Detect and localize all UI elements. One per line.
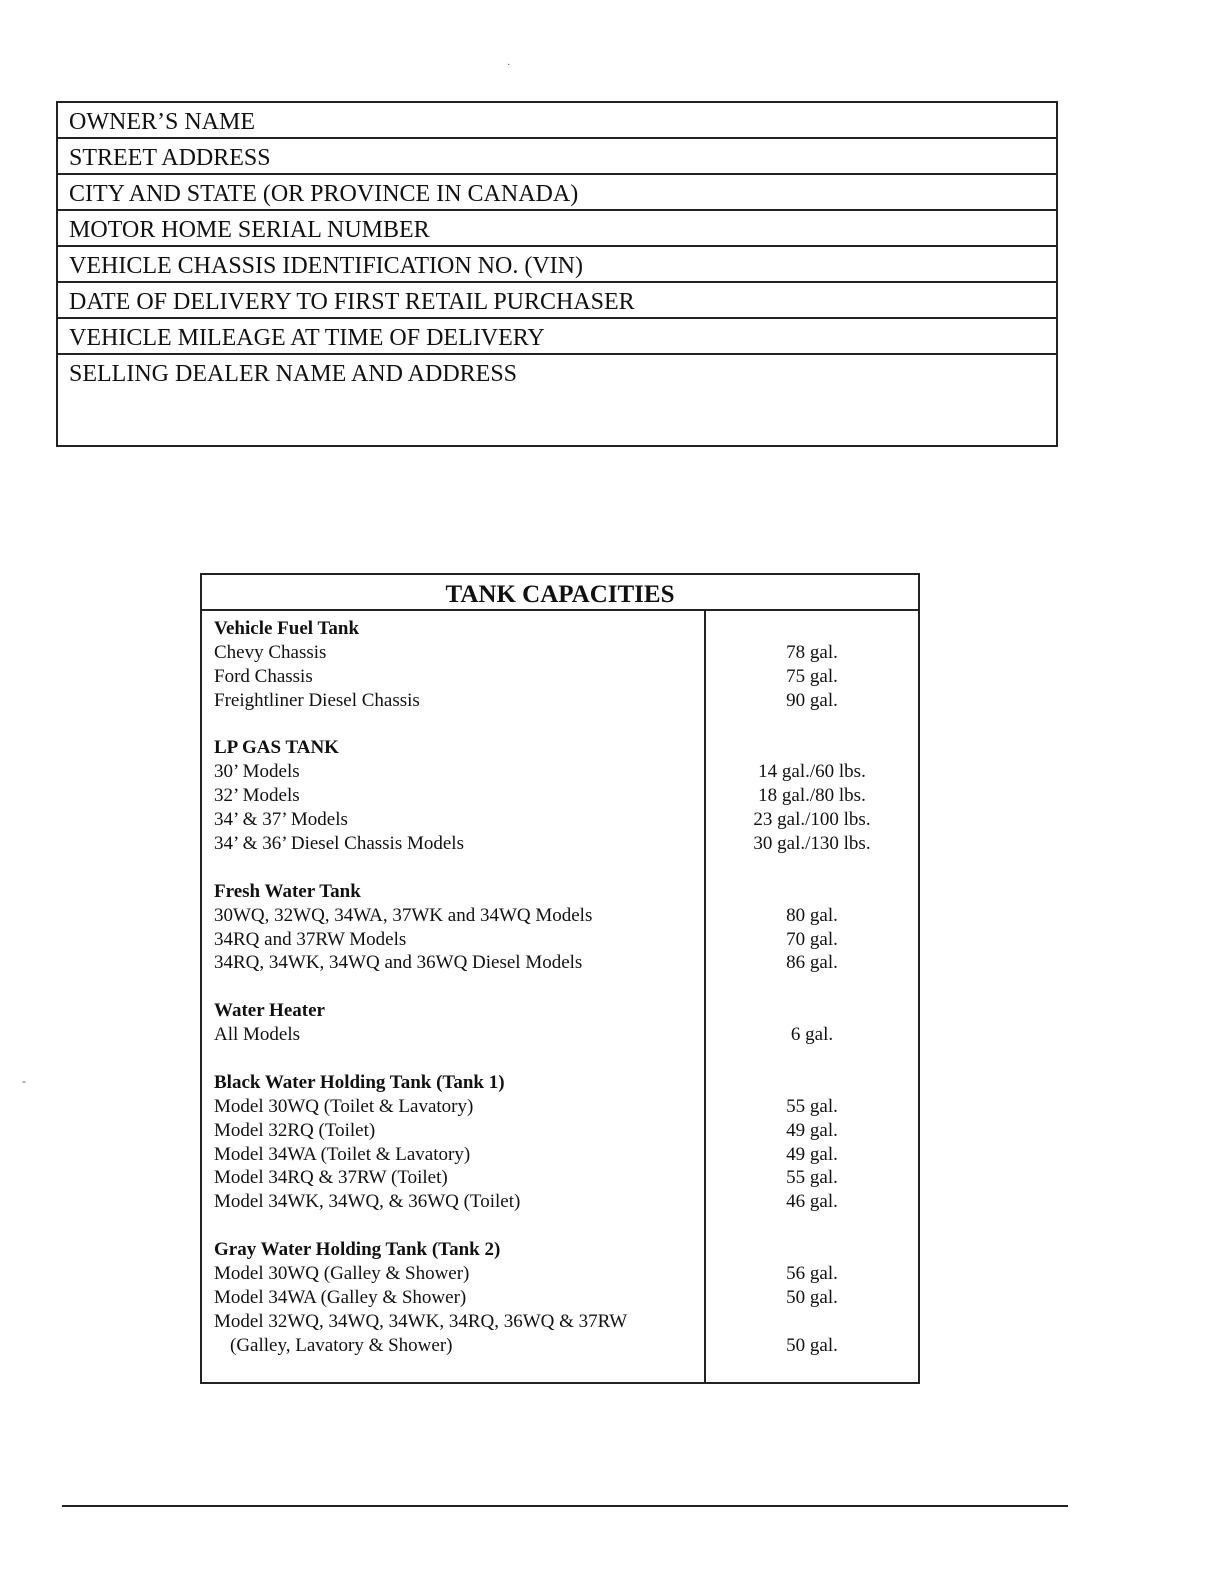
section-heading-label: Black Water Holding Tank (Tank 1) — [214, 1071, 505, 1093]
serial-number-field[interactable]: MOTOR HOME SERIAL NUMBER — [58, 211, 1056, 247]
tank-capacity-row — [202, 1166, 918, 1190]
tank-capacity-value: 55 gal. — [786, 1095, 838, 1117]
tank-model-label: 34RQ, 34WK, 34WQ and 36WQ Diesel Models — [214, 952, 583, 974]
section-heading-label: Gray Water Holding Tank (Tank 2) — [214, 1239, 501, 1261]
tank-capacity-row — [202, 928, 918, 952]
scan-speck: · — [507, 60, 511, 71]
tank-model-label: All Models — [214, 1024, 301, 1046]
tank-section-heading — [202, 880, 918, 904]
section-spacer — [202, 1214, 918, 1238]
tank-capacity-row — [202, 760, 918, 784]
tank-capacity-row — [202, 808, 918, 832]
tank-capacity-value: 46 gal. — [786, 1191, 838, 1213]
tank-capacity-row — [202, 641, 918, 665]
tank-capacity-value: 23 gal./100 lbs. — [753, 809, 871, 831]
section-heading-label: Vehicle Fuel Tank — [214, 618, 360, 639]
section-heading-label: Fresh Water Tank — [214, 880, 361, 902]
tank-model-label: 30WQ, 32WQ, 34WA, 37WK and 34WQ Models — [214, 904, 593, 926]
section-spacer — [202, 1047, 918, 1071]
section-spacer — [202, 856, 918, 880]
tank-capacity-value: 78 gal. — [786, 641, 838, 663]
dealer-name-address-field[interactable]: SELLING DEALER NAME AND ADDRESS — [69, 361, 518, 387]
tank-model-label: Model 34WA (Toilet & Lavatory) — [214, 1143, 471, 1165]
tank-model-label: Model 34RQ & 37RW (Toilet) — [214, 1167, 448, 1189]
tank-capacity-value: 49 gal. — [786, 1119, 838, 1141]
tank-capacity-value: 90 gal. — [786, 689, 838, 711]
tank-capacity-row — [202, 1286, 918, 1310]
vin-field[interactable]: VEHICLE CHASSIS IDENTIFICATION NO. (VIN) — [58, 247, 1056, 283]
tank-section-heading — [202, 1071, 918, 1095]
scan-mark: - — [22, 1074, 26, 1088]
tank-section-heading — [202, 736, 918, 760]
mileage-field[interactable]: VEHICLE MILEAGE AT TIME OF DELIVERY — [58, 319, 1056, 355]
tank-capacity-row — [202, 904, 918, 928]
tank-model-label: Model 30WQ (Galley & Shower) — [214, 1263, 470, 1285]
tank-capacities-title: TANK CAPACITIES — [202, 575, 918, 611]
tank-capacity-value: 70 gal. — [786, 928, 838, 950]
section-heading-label: LP GAS TANK — [214, 737, 339, 759]
tank-capacity-value: 55 gal. — [786, 1167, 838, 1189]
tank-capacity-value: 49 gal. — [786, 1143, 838, 1165]
tank-capacity-row — [202, 1095, 918, 1119]
tank-capacity-value: 14 gal./60 lbs. — [758, 761, 866, 783]
tank-model-label: Model 32RQ (Toilet) — [214, 1119, 376, 1141]
tank-capacity-row — [202, 832, 918, 856]
tank-capacity-value: 18 gal./80 lbs. — [758, 785, 866, 807]
tank-capacities-table — [200, 573, 920, 1384]
tank-capacity-value: 75 gal. — [786, 665, 838, 687]
tank-capacity-row — [202, 784, 918, 808]
city-state-field[interactable]: CITY AND STATE (OR PROVINCE IN CANADA) — [58, 175, 1056, 211]
tank-model-label: Model 30WQ (Toilet & Lavatory) — [214, 1095, 474, 1117]
section-spacer — [202, 713, 918, 737]
tank-model-label: 34RQ and 37RW Models — [214, 928, 407, 950]
tank-capacity-value: 6 gal. — [790, 1024, 834, 1046]
section-spacer — [202, 975, 918, 999]
tank-model-label: 32’ Models — [214, 785, 300, 807]
tank-capacity-row — [202, 1190, 918, 1214]
tank-capacity-value: 86 gal. — [786, 952, 838, 974]
tank-section-heading — [202, 617, 918, 641]
tank-capacity-value: 50 gal. — [786, 1286, 838, 1308]
tank-capacity-row — [202, 1023, 918, 1047]
tank-capacity-row — [202, 1310, 918, 1334]
tank-model-label: (Galley, Lavatory & Shower) — [230, 1334, 453, 1356]
tank-model-label: 34’ & 36’ Diesel Chassis Models — [214, 833, 464, 855]
owner-name-field[interactable]: OWNER’S NAME — [58, 103, 1056, 139]
owner-info-form — [56, 101, 1058, 447]
tank-capacity-value: 56 gal. — [786, 1263, 838, 1285]
tank-model-label: Chevy Chassis — [214, 641, 327, 663]
tank-section-heading — [202, 999, 918, 1023]
tank-capacity-value: 80 gal. — [786, 904, 838, 926]
tank-capacity-value: 50 gal. — [786, 1334, 838, 1356]
tank-model-label: Model 34WA (Galley & Shower) — [214, 1286, 467, 1308]
tank-model-label: Model 34WK, 34WQ, & 36WQ (Toilet) — [214, 1191, 521, 1213]
section-heading-label: Water Heater — [214, 1000, 325, 1022]
tank-capacity-row — [202, 1119, 918, 1143]
delivery-date-field[interactable]: DATE OF DELIVERY TO FIRST RETAIL PURCHASER — [58, 283, 1056, 319]
tank-capacity-row — [202, 1334, 918, 1358]
tank-model-label: Model 32WQ, 34WQ, 34WK, 34RQ, 36WQ & 37RW — [214, 1310, 628, 1332]
tank-capacity-list — [202, 617, 918, 1358]
tank-capacity-row — [202, 665, 918, 689]
tank-capacities-body — [202, 611, 918, 1382]
tank-section-heading — [202, 1238, 918, 1262]
tank-capacity-row — [202, 689, 918, 713]
tank-capacity-value: 30 gal./130 lbs. — [753, 833, 871, 855]
tank-model-label: Freightliner Diesel Chassis — [214, 689, 420, 711]
tank-capacity-row — [202, 1262, 918, 1286]
tank-capacity-row — [202, 951, 918, 975]
tank-model-label: Ford Chassis — [214, 665, 313, 687]
tank-model-label: 30’ Models — [214, 761, 300, 783]
footer-rule — [62, 1505, 1068, 1507]
tank-capacity-row — [202, 1143, 918, 1167]
tank-model-label: 34’ & 37’ Models — [214, 809, 348, 831]
street-address-field[interactable]: STREET ADDRESS — [58, 139, 1056, 175]
